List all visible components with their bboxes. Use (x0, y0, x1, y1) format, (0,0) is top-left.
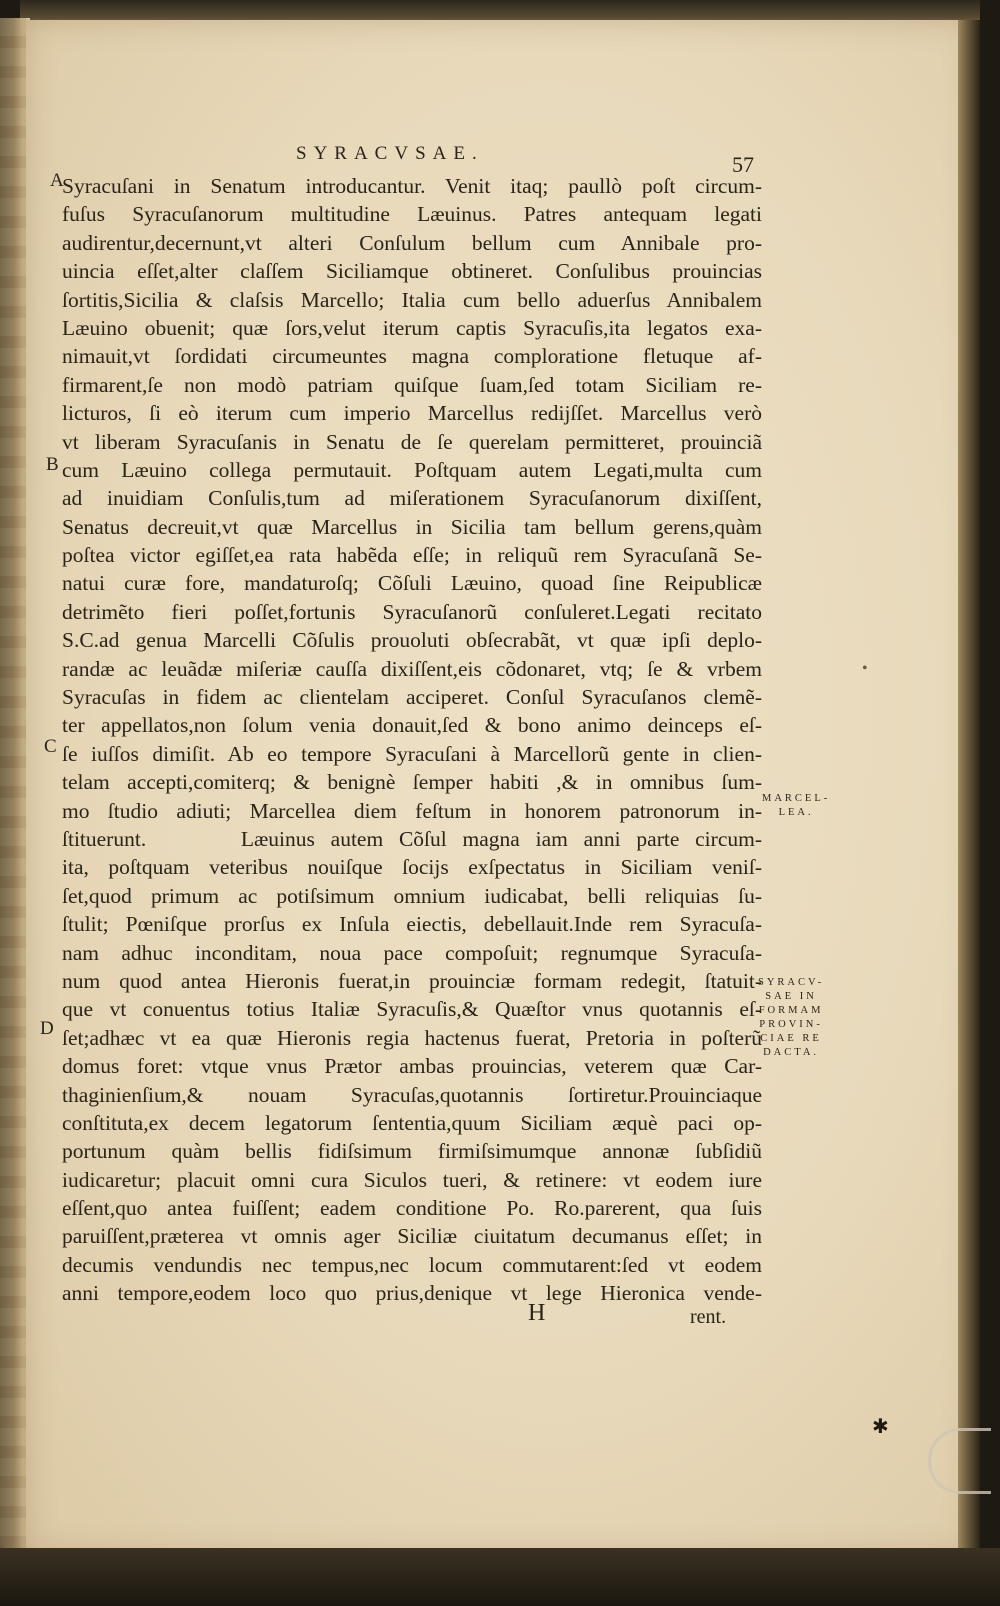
text-line: ſe iuſſos dimiſit. Ab eo tempore Syracuſani à Marcellorũ gente in clien- (62, 741, 762, 766)
ink-blot: ✱ (872, 1416, 889, 1438)
text-line: domus foret: vtque vnus Prætor ambas prouincias, veterem quæ Car- (62, 1054, 762, 1079)
text-line: telam accepti,comiterq; & benignè ſemper habiti ,& in omnibus ſum- (62, 770, 762, 795)
text-line: num quod antea Hieronis fuerat,in prouinciæ formam redegit, ſtatuit- (62, 968, 762, 993)
text-line: randæ ac leuãdæ miſeriæ cauſſa dixiſſent,eis cõdonaret, vtq; ſe & vrbem (62, 656, 762, 681)
section-marker-d: D (40, 1018, 54, 1039)
text-line: vt liberam Syracuſanis in Senatu de ſe querelam permitteret, prouinciã (62, 429, 762, 454)
text-line: ſortitis,Sicilia & claſsis Marcello; Italia cum bello aduerſus Annibalem (62, 287, 762, 312)
text-line: ſet;adhæc vt ea quæ Hieronis regia hactenus fuerat, Pretoria in poſterũ (62, 1025, 762, 1050)
margin-note-syracusae: SYRACV- SAE IN FORMAM PROVIN- CIAE RE DACTA. (758, 977, 825, 1058)
text-line: nam adhuc inconditam, noua pace compoſuit; regnumque Syracuſa- (62, 940, 762, 965)
text-line: mo ſtudio adiuti; Marcellea diem feſtum in honorem patronorum in- (62, 798, 762, 823)
section-marker-b: B (46, 454, 59, 475)
ink-dot: • (862, 660, 868, 677)
signature-mark: H (528, 1300, 546, 1326)
text-line: nimauit,vt ſordidati circumeuntes magna comploratione fletuque af- (62, 344, 762, 369)
text-line: Senatus decreuit,vt quæ Marcellus in Sicilia tam bellum gerens,quàm (62, 514, 762, 539)
text-line: paruiſſent,præterea vt omnis ager Siciliæ ciuitatum decumanus eſſet; in (62, 1224, 762, 1249)
text-line: eſſent,quo antea fuiſſent; eadem conditione Po. Ro.parerent, qua ſuis (62, 1196, 762, 1221)
section-marker-a: A (50, 170, 64, 191)
body-text (62, 172, 762, 1308)
text-line: Syracuſas in fidem ac clientelam acciperet. Conſul Syracuſanos clemẽ- (62, 685, 762, 710)
text-line: Læuino obuenit; quæ ſors,velut iterum captis Syracuſis,ita legatos exa- (62, 315, 762, 340)
margin-note-marcellea: MARCEL- LEA. (762, 793, 831, 818)
text-line: cum Læuino collega permutauit. Poſtquam autem Legati,multa cum (62, 457, 762, 482)
text-line: ſtituerunt. Læuinus autem Cõſul magna iam anni parte circum- (62, 826, 762, 851)
text-line: iudicaretur; placuit omni cura Siculos tueri, & retinere: vt eodem iure (62, 1167, 762, 1192)
text-line: fuſus Syracuſanorum multitudine Læuinus. Patres antequam legati (62, 202, 762, 227)
text-line: ſtulit; Pœniſque prorſus ex Inſula eiectis, debellauit.Inde rem Syracuſa- (62, 912, 762, 937)
text-line: poſtea victor egiſſet,ea rata habẽda eſſe; in reliquũ rem Syracuſanã Se- (62, 543, 762, 568)
text-line: decumis vendundis nec tempus,nec locum commutarent:ſed vt eodem (62, 1252, 762, 1277)
text-line: ad inuidiam Conſulis,tum ad miſerationem Syracuſanorum dixiſſent, (62, 486, 762, 511)
section-marker-c: C (44, 736, 57, 757)
text-line: Syracuſani in Senatum introducantur. Venit itaq; paullò poſt circum- (62, 174, 762, 198)
running-title: SYRACVSAE. (296, 143, 484, 164)
book-fore-edge (958, 20, 980, 1560)
facing-page-strip (0, 18, 26, 1548)
text-line: ita, poſtquam veteribus nouiſque ſocijs exſpectatus in Siciliam veniſ- (62, 855, 762, 880)
text-line: licturos, ſi eò iterum cum imperio Marcellus redijſſet. Marcellus verò (62, 401, 762, 426)
text-line: ter appellatos,non ſolum venia donauit,ſed & bono animo deinceps eſ- (62, 713, 762, 738)
text-line: portunum quàm bellis fidiſsimum firmiſsimumque annonæ ſubſidiũ (62, 1139, 762, 1164)
text-line: ſet,quod primum ac potiſsimum omnium iudicabat, belli reliquias ſu- (62, 883, 762, 908)
text-line: S.C.ad genua Marcelli Cõſulis prouoluti obſecrabãt, vt quæ ipſi deplo- (62, 628, 762, 653)
text-line: firmarent,ſe non modò patriam quiſque ſuam,ſed totam Siciliam re- (62, 372, 762, 397)
text-line: conſtituta,ex decem legatorum ſententia,quum Siciliam æquè paci op- (62, 1110, 762, 1135)
page-clip (928, 1428, 991, 1494)
catchword: rent. (690, 1306, 727, 1328)
page-number: 57 (732, 152, 754, 177)
book-bottom-edge (0, 1548, 1000, 1606)
text-line: thaginienſium,& nouam Syracuſas,quotannis ſortiretur.Prouinciaque (62, 1082, 762, 1107)
text-line: audirentur,decernunt,vt alteri Conſulum bellum cum Annibale pro- (62, 230, 762, 255)
text-line: anni tempore,eodem loco quo prius,denique vt lege Hieronica vende- (62, 1281, 762, 1306)
text-line: detrimẽto fieri poſſet,fortunis Syracuſanorũ conſuleret.Legati recitato (62, 599, 762, 624)
text-line: uincia eſſet,alter claſſem Siciliamque obtineret. Conſulibus prouincias (62, 259, 762, 284)
text-line: que vt conuentus totius Italiæ Syracuſis,& Quæſtor vnus quotannis eſ- (62, 997, 762, 1022)
text-line: natui curæ fore, mandaturoſq; Cõſuli Læuino, quoad ſine Reipublicæ (62, 571, 762, 596)
